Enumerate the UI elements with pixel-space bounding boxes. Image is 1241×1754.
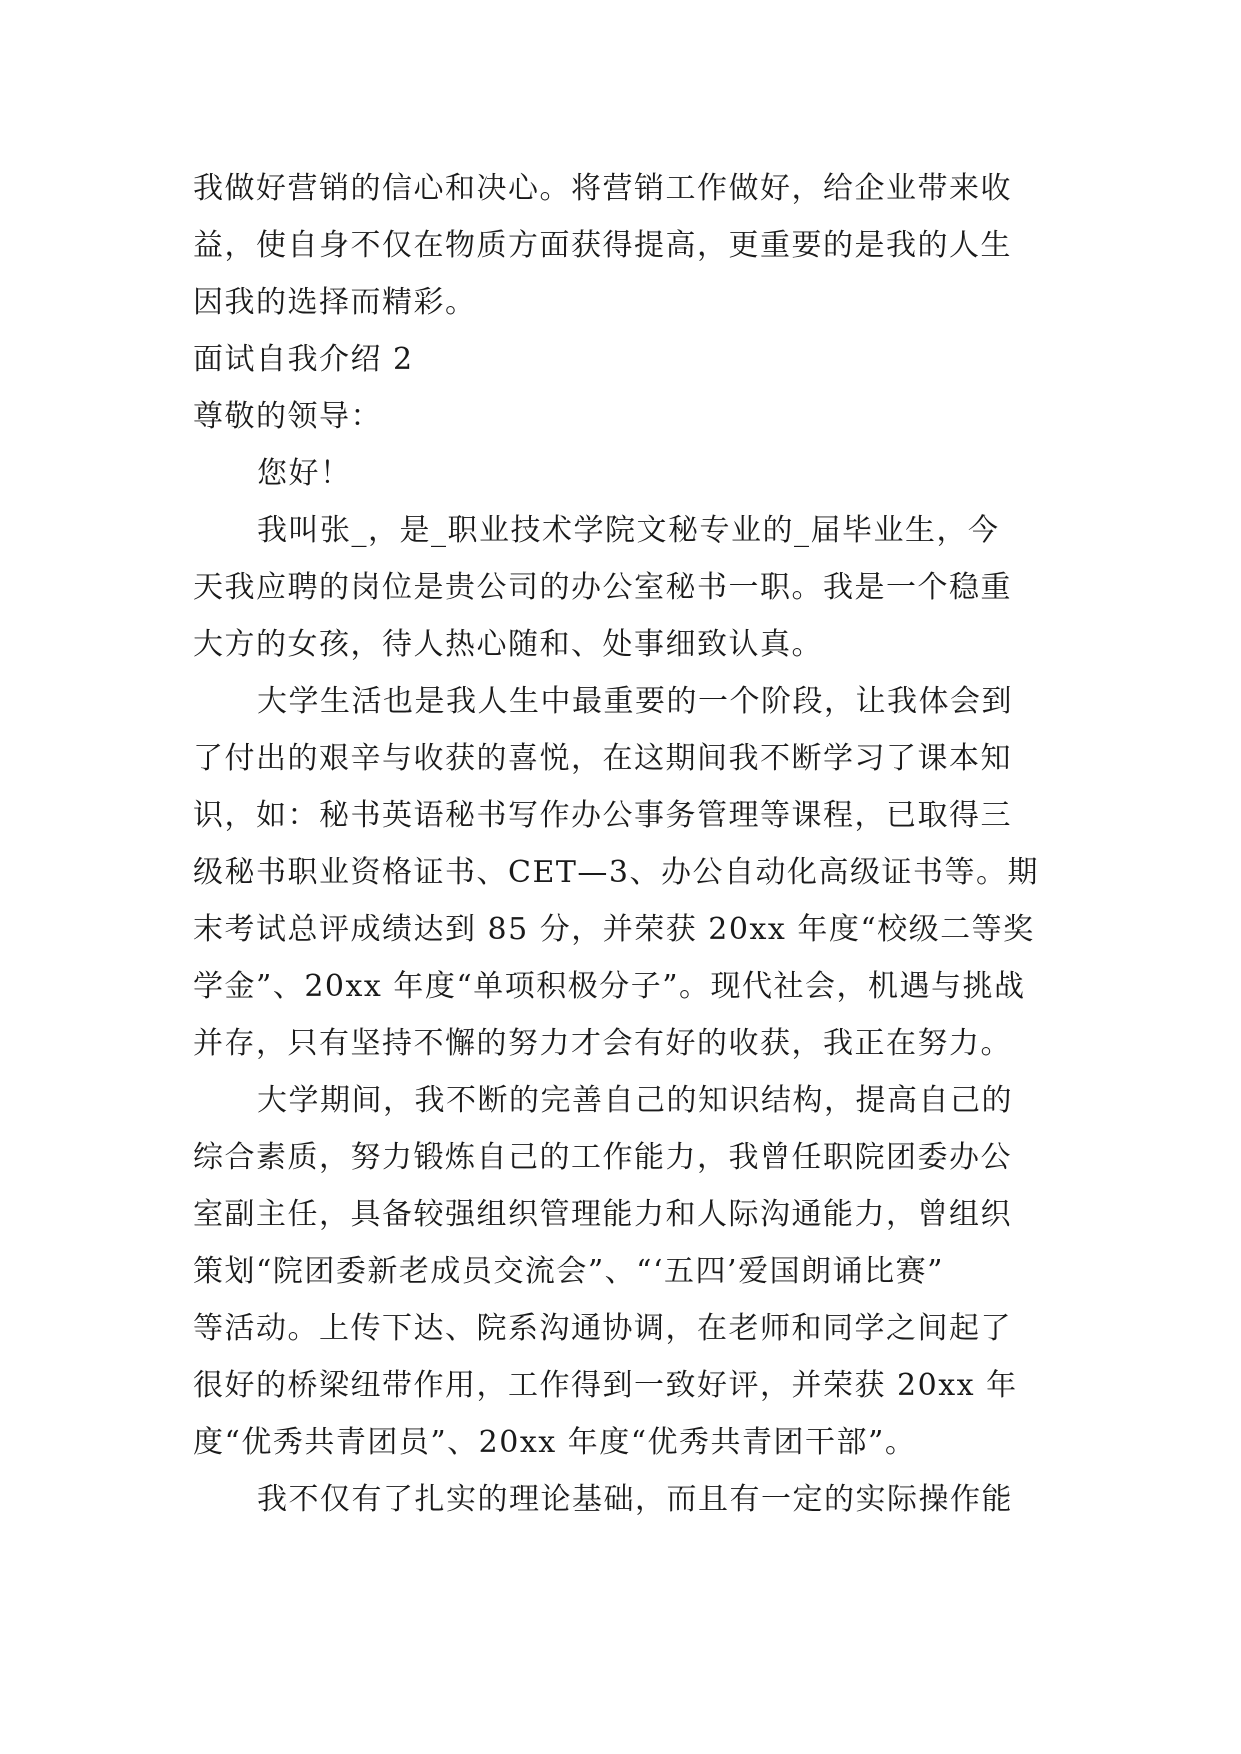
text-line: 很好的桥梁纽带作用，工作得到一致好评，并荣获 20xx 年 [193,1368,1018,1403]
text-line: 级秘书职业资格证书、CET—3、办公自动化高级证书等。期 [193,855,1039,890]
text-line: 室副主任，具备较强组织管理能力和人际沟通能力，曾组织 [193,1197,1012,1232]
text-line: 识，如：秘书英语秘书写作办公事务管理等课程，已取得三 [193,798,1012,833]
text-line: 策划“院团委新老成员交流会”、“‘五四’爱国朗诵比赛” [193,1254,944,1289]
text-line: 度“优秀共青团员”、20xx 年度“优秀共青团干部”。 [193,1425,917,1460]
text-line: 大学期间，我不断的完善自己的知识结构，提高自己的 [257,1083,1013,1118]
text-line: 天我应聘的岗位是贵公司的办公室秘书一职。我是一个稳重 [193,570,1012,605]
section-heading: 面试自我介绍 2 [193,342,414,377]
greeting: 您好！ [257,456,352,491]
text-line: 并存，只有坚持不懈的努力才会有好的收获，我正在努力。 [193,1026,1012,1061]
text-line: 我不仅有了扎实的理论基础，而且有一定的实际操作能 [257,1482,1013,1517]
salutation: 尊敬的领导： [193,399,382,434]
text-line: 末考试总评成绩达到 85 分，并荣获 20xx 年度“校级二等奖 [193,912,1035,947]
text-line: 学金”、20xx 年度“单项积极分子”。现代社会，机遇与挑战 [193,969,1026,1004]
text-line: 大学生活也是我人生中最重要的一个阶段，让我体会到 [257,684,1013,719]
text-line: 因我的选择而精彩。 [193,285,477,320]
text-line: 等活动。上传下达、院系沟通协调，在老师和同学之间起了 [193,1311,1012,1346]
text-line: 了付出的艰辛与收获的喜悦，在这期间我不断学习了课本知 [193,741,1012,776]
text-line: 综合素质，努力锻炼自己的工作能力，我曾任职院团委办公 [193,1140,1012,1175]
text-line: 大方的女孩，待人热心随和、处事细致认真。 [193,627,823,662]
text-line: 益，使自身不仅在物质方面获得提高，更重要的是我的人生 [193,228,1012,263]
text-line: 我做好营销的信心和决心。将营销工作做好，给企业带来收 [193,171,1012,206]
text-line: 我叫张_，是_职业技术学院文秘专业的_届毕业生，今 [257,513,1000,548]
